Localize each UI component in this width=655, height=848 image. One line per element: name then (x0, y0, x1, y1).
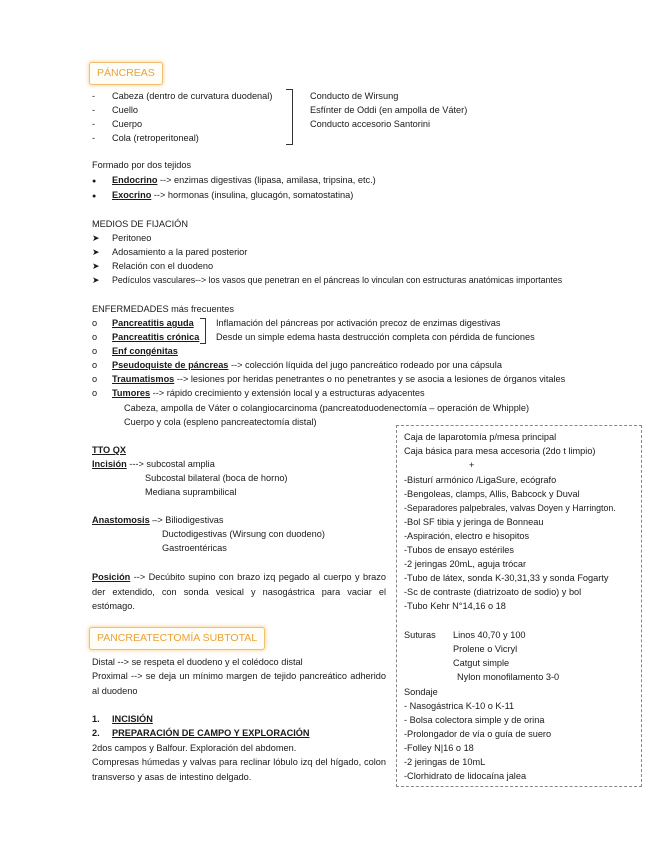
tumor-subitem: Cabeza, ampolla de Váter o colangiocarcinoma (pancreatoduodenectomía – operación de Whipple) (124, 403, 530, 413)
fijacion-title: MEDIOS DE FIJACIÓN (92, 219, 188, 229)
box-line: -Tubos de ensayo estériles (404, 545, 514, 555)
anastomosis-line: Anastomosis –> Biliodigestivas (92, 515, 224, 525)
box-line: -Sc de contraste (diatrizoato de sodio) y bol (404, 587, 582, 597)
proximal-text: Proximal --> se deja un mínimo margen de tejido pancreático adherido al duodeno (92, 671, 386, 696)
duct-item: Conducto accesorio Santorini (310, 119, 431, 129)
anastomosis-item: Gastroentéricas (162, 543, 227, 553)
section-header-subtotal: PANCREATECTOMÍA SUBTOTAL (89, 627, 265, 650)
enfermedades-title: ENFERMEDADES más frecuentes (92, 304, 234, 314)
list-item: o Pseudoquiste de páncreas --> colección líquida del jugo pancreático rodeado por una cápsula (92, 360, 502, 370)
list-item: ➤ Relación con el duodeno (92, 261, 214, 271)
step-text: 2dos campos y Balfour. Exploración del abdomen. (92, 743, 297, 753)
plus-sign: + (469, 460, 475, 470)
list-item: o Tumores --> rápido crecimiento y extensión local y a estructuras adyacentes (92, 388, 425, 398)
box-line: -Bol SF tibia y jeringa de Bonneau (404, 517, 544, 527)
sutura-item: Catgut simple (453, 658, 510, 668)
step-text: Compresas húmedas y valvas para reclinar lóbulo izq del hígado, colon transverso y asas de intestino delgado. (92, 757, 386, 782)
posicion-paragraph: Posición --> Decúbito supino con brazo izq pegado al cuerpo y brazo der extendido, con sonda vesical y nasogástrica para vaciar el estómago. (92, 572, 386, 612)
list-item: ➤ Pedículos vasculares--> los vasos que penetran en el páncreas lo vinculan con estructuras anatómicas importantes (92, 275, 563, 285)
sondaje-item: - Bolsa colectora simple y de orina (404, 715, 545, 725)
sutura-item: Nylon monofilamento 3-0 (457, 672, 560, 682)
tejidos-intro: Formado por dos tejidos (92, 160, 192, 170)
duct-item: Conducto de Wirsung (310, 91, 399, 101)
sondaje-item: -Clorhidrato de lidocaína jalea (404, 771, 527, 781)
box-line: -Bengoleas, clamps, Allis, Babcock y Duval (404, 489, 580, 499)
list-item: - Cuello (92, 105, 139, 115)
list-item: ● Endocrino --> enzimas digestivas (lipasa, amilasa, tripsina, etc.) (92, 175, 376, 185)
tto-title: TTO QX (92, 445, 127, 455)
step-item: 1. INCISIÓN (92, 714, 153, 724)
sutura-item: Prolene o Vicryl (453, 644, 518, 654)
sondaje-item: -Prolongador de vía o guía de suero (404, 729, 552, 739)
list-item: o Pancreatitis aguda (92, 318, 194, 328)
sondaje-item: - Nasogástrica K-10 o K-11 (404, 701, 515, 711)
list-item: - Cuerpo (92, 119, 143, 129)
box-line: -Aspiración, electro e hisopitos (404, 531, 530, 541)
incision-item: Subcostal bilateral (boca de horno) (145, 473, 288, 483)
box-line: -Bisturí armónico /LigaSure, ecógrafo (404, 475, 557, 485)
anastomosis-item: Ductodigestivas (Wirsung con duodeno) (162, 529, 325, 539)
bracket (200, 318, 206, 344)
cronica-desc: Desde un simple edema hasta destrucción completa con pérdida de funciones (216, 332, 535, 342)
box-line: -Tubo de látex, sonda K-30,31,33 y sonda Fogarty (404, 573, 609, 583)
box-line: Caja de laparotomía p/mesa principal (404, 432, 557, 442)
list-item: - Cola (retroperitoneal) (92, 133, 199, 143)
tumor-subitem: Cuerpo y cola (espleno pancreatectomía distal) (124, 417, 317, 427)
sondaje-item: -Folley N|16 o 18 (404, 743, 474, 753)
instrument-box (396, 425, 642, 787)
list-item: ● Exocrino --> hormonas (insulina, glucagón, somatostatina) (92, 190, 354, 200)
box-line: -Separadores palpebrales, valvas Doyen y Harrington. (404, 503, 616, 513)
distal-text: Distal --> se respeta el duodeno y el colédoco distal (92, 657, 303, 667)
list-item: ➤ Adosamiento a la pared posterior (92, 247, 248, 257)
suturas-label: Suturas (404, 630, 436, 640)
list-item: o Enf congénitas (92, 346, 178, 356)
box-line: Caja básica para mesa accesoria (2do t limpio) (404, 446, 596, 456)
section-header-pancreas: PÁNCREAS (89, 62, 163, 85)
list-item: o Traumatismos --> lesiones por heridas penetrantes o no penetrantes y se asocia a lesiones de órganos vitales (92, 374, 566, 384)
box-line: -2 jeringas 20mL, aguja trócar (404, 559, 527, 569)
incision-line: Incisión ---> subcostal amplia (92, 459, 215, 469)
box-line: -Tubo Kehr N°14,16 o 18 (404, 601, 506, 611)
duct-item: Esfínter de Oddi (en ampolla de Váter) (310, 105, 468, 115)
sondaje-label: Sondaje (404, 687, 438, 697)
bracket (286, 89, 293, 145)
list-item: ➤ Peritoneo (92, 233, 152, 243)
step-item: 2. PREPARACIÓN DE CAMPO Y EXPLORACIÓN (92, 728, 310, 738)
sutura-item: Linos 40,70 y 100 (453, 630, 526, 640)
list-item: o Pancreatitis crónica (92, 332, 200, 342)
list-item: - Cabeza (dentro de curvatura duodenal) (92, 91, 273, 101)
aguda-desc: Inflamación del páncreas por activación precoz de enzimas digestivas (216, 318, 501, 328)
sondaje-item: -2 jeringas de 10mL (404, 757, 486, 767)
incision-item: Mediana suprambilical (145, 487, 237, 497)
